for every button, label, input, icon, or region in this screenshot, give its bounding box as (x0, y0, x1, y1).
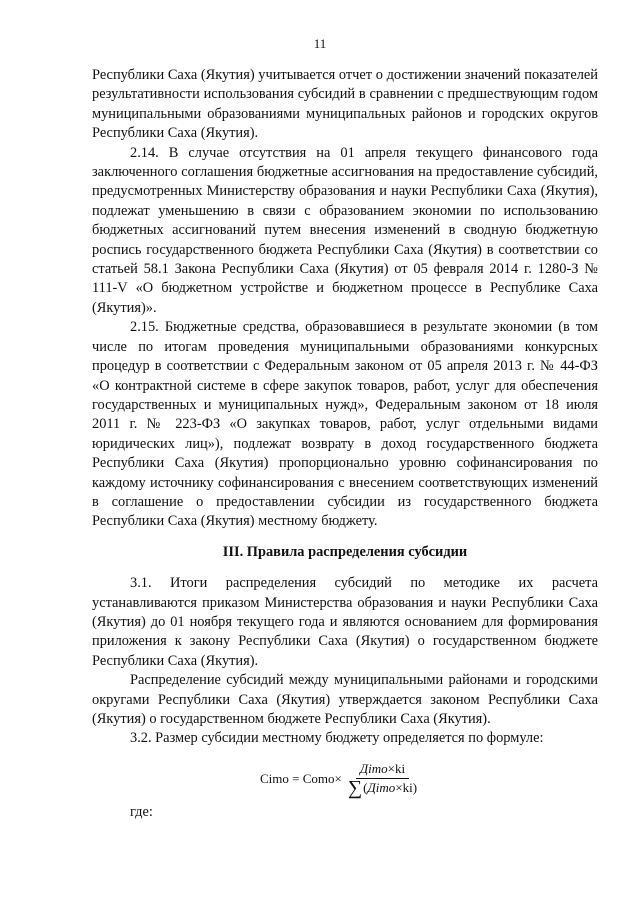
where-label: где: (130, 803, 153, 820)
section-heading-iii: III. Правила распределения субсидии (222, 543, 468, 560)
denominator-coefficient: ki (402, 779, 413, 795)
numerator-times: × (387, 760, 395, 776)
formula-equals: = (288, 770, 303, 786)
numerator-coefficient: ki (394, 760, 406, 776)
denominator-open-paren: ( (363, 779, 368, 795)
formula-total: Сomo (302, 770, 335, 786)
denominator-times: × (395, 779, 403, 795)
formula-numerator (356, 761, 409, 779)
formula-expression (260, 760, 421, 799)
subsidy-formula (92, 761, 598, 801)
denominator-close-paren: ) (412, 779, 418, 795)
paragraph-2-14: 2.14. В случае отсутствия на 01 апреля текущего финансового года заключенного соглашения бюджетные ассигнования на предоставление субсидий, предусмотренных Министерству образования и науки Республики Саха (Якутия), подлежат уменьшению в связи с образованием экономии по использованию бюджетных ассигнований путем внесения изменений в сводную бюджетную роспись государственного бюджета Республики Саха (Якутия) в соответствии со статьей 58.1 Закона Республики Саха (Якутия) от 05 февраля 2014 г. 1280-З № 111-V «О бюджетном устройстве и бюджетном процессе в Республике Саха (Якутия)». (92, 144, 598, 316)
paragraph-continuation: Республики Саха (Якутия) учитывается отчет о достижении значений показателей результативности использования субсидий в сравнении с предшествующим годом муниципальными образованиями муниципальных районов и городских округов Республики Саха (Якутия). (92, 67, 598, 142)
formula-lhs: Сimo (260, 770, 289, 786)
paragraph-2-15: 2.15. Бюджетные средства, образовавшиеся в результате экономии (в том числе по итогам проведения муниципальными образованиями конкурсных процедур в соответствии с Федеральным законом от 05 апреля 2013 г. № 44-ФЗ «О контрактной системе в сфере закупок товаров, работ, услуг для обеспечения государственных и муниципальных нужд», Федеральным законом от 18 июля 2011 г. № 223-ФЗ «О закупках товаров, работ, услуг отдельными видами юридических лиц»), подлежат возврату в доход государственного бюджета Республики Саха (Якутия) пропорционально уровню софинансирования по каждому источнику софинансирования с внесением соответствующих изменений в соглашение о предоставлении субсидии из государственного бюджета Республики Саха (Якутия) местному бюджету. (92, 319, 598, 530)
denominator-variable: Дimo (367, 779, 396, 795)
formula-times: × (334, 770, 342, 786)
formula-denominator (344, 776, 421, 799)
paragraph-3-1: 3.1. Итоги распределения субсидий по методике их расчета устанавливаются приказом Министерства образования и науки Республики Саха (Якутия) до 01 ноября текущего года и являются основанием для формирования приложения к закону Республики Саха (Якутия) о государственном бюджете Республики Саха (Якутия). (92, 575, 598, 669)
numerator-variable: Дimo (359, 760, 388, 776)
paragraph-distribution: Распределение субсидий между муниципальными районами и городскими округами Республики Саха (Якутия) утверждается законом Республики Саха (Якутия) о государственном бюджете Республики Саха (Якутия). (92, 672, 598, 727)
page-number: 11 (313, 36, 327, 51)
document-body (92, 66, 598, 822)
paragraph-3-2: 3.2. Размер субсидии местному бюджету определяется по формуле: (130, 730, 544, 747)
sum-symbol: ∑ (347, 776, 363, 799)
formula-fraction (344, 760, 421, 799)
